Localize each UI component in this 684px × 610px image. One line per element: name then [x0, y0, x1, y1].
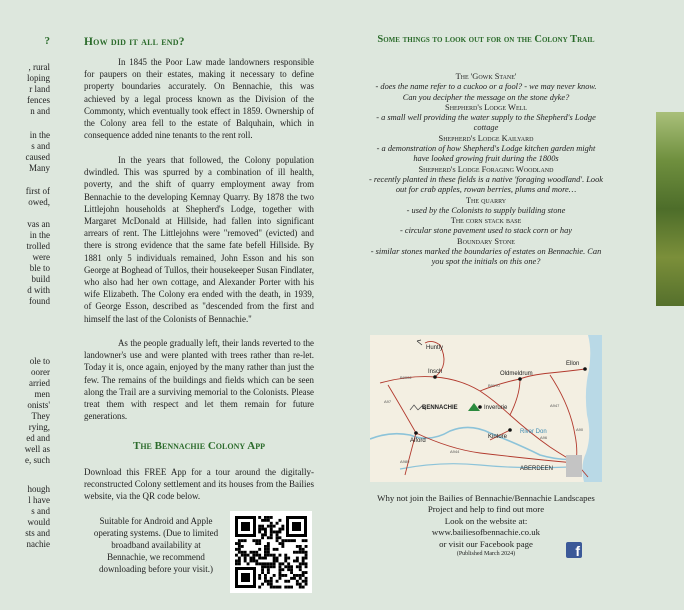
trail-feature-description: - does the name refer to a cuckoo or a fool? - we may never know. Can you decipher the message on the stone dyke? [375, 82, 597, 102]
map-label-bennachie: BENNACHIE [422, 405, 458, 411]
trail-feature-description: - a small well providing the water supply to the Shepherd's Lodge cottage [376, 113, 596, 133]
map-label-river-don: River Don [520, 429, 547, 435]
app-compatibility-note: Suitable for Android and Apple operating systems. (Due to limited broadband availability at Bennachie, we recommend downloading before your visit.) [93, 516, 219, 574]
trail-features-list [368, 72, 604, 268]
left-column-fragment [0, 0, 52, 610]
road-label-b9170: B9170 [488, 383, 500, 388]
section-title-how-did-it-end: How did it all end? [84, 36, 185, 48]
left-strip-line: d with [27, 285, 50, 295]
road-label-b9002: B9002 [400, 375, 412, 380]
trail-feature-name: Shepherd's Lodge Well [445, 102, 527, 112]
road-label-a97: A97 [384, 399, 392, 404]
left-strip-line: in the [29, 130, 50, 140]
left-strip-line: first of [25, 186, 50, 196]
trail-feature-name: The quarry [465, 195, 507, 205]
road-label-a944: A944 [450, 449, 460, 454]
map-label-ellon: Ellon [566, 361, 580, 367]
left-strip-line: sts and [25, 528, 50, 538]
left-strip-line: s and [31, 141, 50, 151]
trail-feature-name: The 'Gowk Stane' [455, 72, 517, 81]
paragraph-population-dwindled: In the years that followed, the Colony population dwindled. This was spurred by a combination of ill health, poverty, and the shift of quarry employment away from Bennachie to the developing Kemnay Quarry. By 1878 the two Littlejohn households at Shepherd's Lodge, together with Margaret McDonald at Hillside, had fallen into significant arrears of rent. The Littlejohns were "removed" (evicted) and there is strong evidence that the same fate befell Hillside. By 1881 only 5 individuals remained, John Esson and his son George at Boghead of Tullos, their housekeeper Susan Findlater, who also had her own cottage, and Alexander Porter with his wife Elizabeth. The Colony era ended with the death, in 1939, of George Esson, described as "descended from the first and himself the last of the Colonists of Bennachie." [84, 155, 314, 324]
left-strip-line: ? [44, 35, 50, 47]
map-graphic [370, 335, 602, 482]
website-prompt: Look on the website at: [444, 515, 528, 526]
left-strip-line: found [29, 296, 50, 306]
trail-feature-description: - recently planted in these fields is a native 'foraging woodland'. Look out for crab apples, rowan berries, plums and more… [368, 174, 604, 195]
road-label-a947: A947 [550, 403, 560, 408]
left-strip-line: rying, [28, 422, 50, 432]
trail-feature-name: Boundary Stone [457, 236, 515, 246]
left-strip-line: , rural [28, 62, 50, 72]
left-strip-line: trolled [26, 241, 50, 251]
left-strip-line: arried [29, 378, 50, 388]
left-strip-line: ole to [29, 356, 50, 366]
trail-feature-name: Shepherd's Lodge Kailyard [438, 133, 534, 143]
left-strip-line: vas an [27, 219, 50, 229]
road-label-a96: A96 [540, 435, 548, 440]
paragraph-lands-reverted: As the people gradually left, their lands reverted to the landowner's use and were planted with trees rather than re-let. Today it is, once again, enjoyed by the many rather than just the few. The remains of the buildings and fields which can be seen along the Trail are a surviving memorial to the Colonists. Please treat them with respect and let them remain for future generations. [84, 338, 314, 422]
map-label-aberdeen: ABERDEEN [520, 466, 554, 472]
map-label-oldmeldrum: Oldmeldrum [500, 371, 533, 377]
left-strip-line: ble to [29, 263, 50, 273]
left-strip-line: ed and [26, 433, 50, 443]
app-description: Download this FREE App for a tour around the digitally-reconstructed Colony settlement and its houses from the Bailies website, via the QR code below. [84, 467, 314, 501]
left-strip-line: onists' [27, 400, 50, 410]
map-label-inverurie: Inverurie [484, 405, 508, 411]
paragraph-poor-law: In 1845 the Poor Law made landowners responsible for paupers on their estates, making it necessary to define property boundaries accurately. On Bennachie, this was achieved by a legal process known as the Division of the Commonty, which eventually took effect in 1859. Ownership of the Colony area fell to the estate of Balquhain, which in consequence added nine tenants to the rent roll. [84, 57, 314, 141]
section-title-colony-app: The Bennachie Colony App [133, 440, 265, 452]
road-label-a90: A90 [576, 427, 584, 432]
left-strip-line: n and [30, 106, 50, 116]
location-map [370, 335, 602, 482]
left-strip-line: Many [29, 163, 50, 173]
road-label-a980: A980 [400, 459, 410, 464]
qr-code-icon [230, 511, 312, 593]
left-strip-line: r land [29, 84, 50, 94]
facebook-icon[interactable]: f [566, 542, 582, 558]
left-strip-line: were [32, 252, 50, 262]
left-strip-line: oorer [31, 367, 50, 377]
landscape-photo-fragment [656, 112, 684, 306]
map-label-kintore: Kintore [488, 434, 508, 440]
map-label-alford: Alford [410, 438, 426, 444]
left-strip-line: loping [26, 73, 50, 83]
published-date: (Published March 2024) [456, 551, 516, 558]
left-strip-line: They [31, 411, 50, 421]
left-strip-line: caused [25, 152, 50, 162]
trail-feature-description: - circular stone pavement used to stack corn or hay [399, 226, 573, 236]
trail-feature-description: - a demonstration of how Shepherd's Lodge kitchen garden might have looked growing fruit during the 1800s [376, 144, 596, 164]
website-link[interactable]: www.bailiesofbennachie.co.uk [431, 527, 541, 538]
section-title-things-to-look-out-for: Some things to look out for on the Colony Trail [377, 34, 595, 45]
left-strip-line: build [31, 274, 50, 284]
map-label-insch: Insch [428, 369, 443, 375]
left-strip-line: nachie [26, 539, 50, 549]
aberdeen-urban-area [566, 455, 582, 477]
left-strip-line: men [34, 389, 50, 399]
left-strip-line: in the [29, 230, 50, 240]
left-strip-line: e, such [25, 455, 50, 465]
trail-feature-description: - similar stones marked the boundaries of estates on Bennachie. Can you spot the initials on this one? [370, 247, 602, 267]
end-of-colony-column [84, 0, 314, 610]
facebook-prompt[interactable]: or visit our Facebook page [439, 538, 533, 549]
colony-trail-column [368, 0, 604, 610]
trail-feature-description: - used by the Colonists to supply building stone [406, 205, 566, 215]
left-strip-line: owed, [28, 197, 50, 207]
trail-feature-name: The corn stack base [450, 216, 522, 226]
left-strip-line: well as [24, 444, 50, 454]
left-strip-line: hough [27, 484, 50, 494]
left-strip-line: fences [27, 95, 50, 105]
app-qr-code[interactable] [230, 511, 312, 593]
join-invitation: Why not join the Bailies of Bennachie/Bennachie Landscapes Project and help to find out more [377, 493, 595, 515]
left-strip-line: l have [28, 495, 50, 505]
left-strip-line: would [27, 517, 50, 527]
left-strip-line: s and [31, 506, 50, 516]
trail-feature-name: Shepherd's Lodge Foraging Woodland [418, 164, 554, 174]
map-label-huntly: Huntly [426, 345, 444, 351]
